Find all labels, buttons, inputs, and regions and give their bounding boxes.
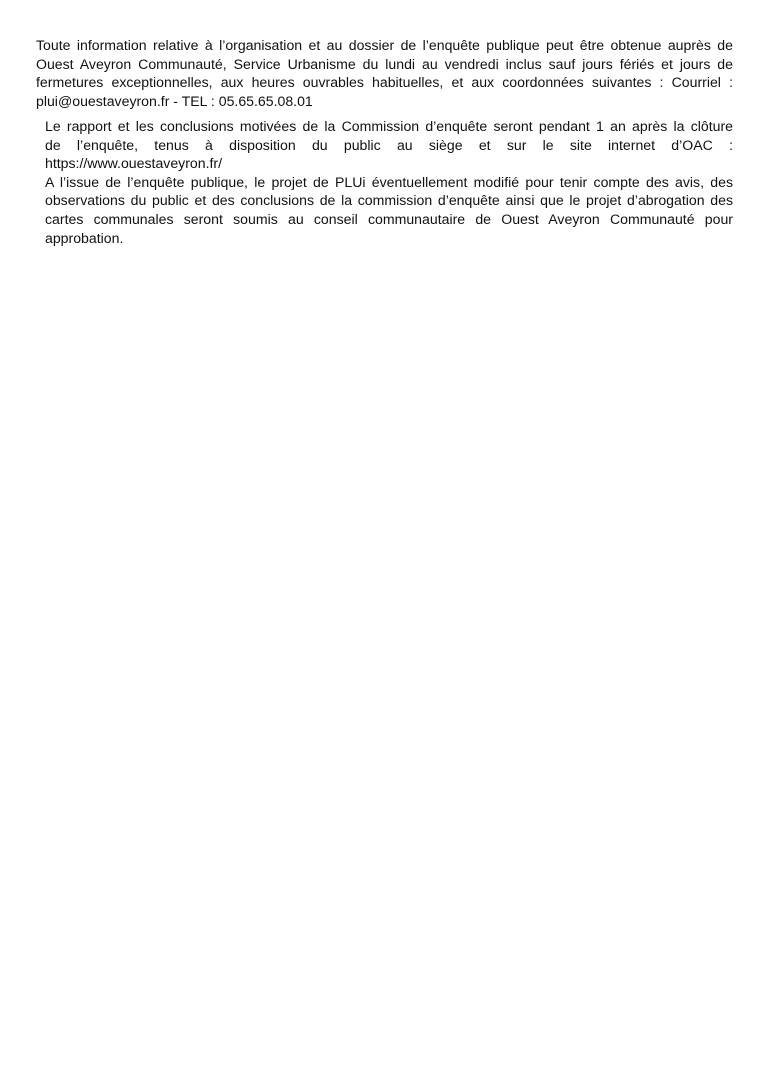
text-line: observations du public et des conclusions de la commission d’enquête ainsi que le projet d’abrogation des: [45, 192, 733, 209]
contact-details-line: plui@ouestaveyron.fr - TEL : 05.65.65.08.01: [36, 92, 313, 109]
text-line: Toute information relative à l’organisation et au dossier de l’enquête publique peut être obtenue auprès de: [36, 37, 733, 53]
contact-information-paragraph: [36, 36, 733, 110]
text-line: cartes communales seront soumis au conseil communautaire de Ouest Aveyron Communauté pour: [45, 210, 733, 227]
text-line: fermetures exceptionnelles, aux heures ouvrables habituelles, et aux coordonnées suivantes : Courriel :: [36, 74, 733, 91]
text-line: Ouest Aveyron Communauté, Service Urbanisme du lundi au vendredi inclus sauf jours fériés et jours de: [36, 55, 733, 72]
text-line: Le rapport et les conclusions motivées de la Commission d’enquête seront pendant 1 an après la clôture: [45, 118, 733, 134]
text-line: de l’enquête, tenus à disposition du public au siège et sur le site internet d’OAC :: [45, 136, 733, 153]
text-line: approbation.: [45, 229, 124, 246]
text-line: A l’issue de l’enquête publique, le projet de PLUi éventuellement modifié pour tenir compte des avis, des: [45, 173, 733, 190]
website-url-line: https://www.ouestaveyron.fr/: [45, 155, 223, 172]
report-conclusions-paragraph: [45, 117, 733, 247]
